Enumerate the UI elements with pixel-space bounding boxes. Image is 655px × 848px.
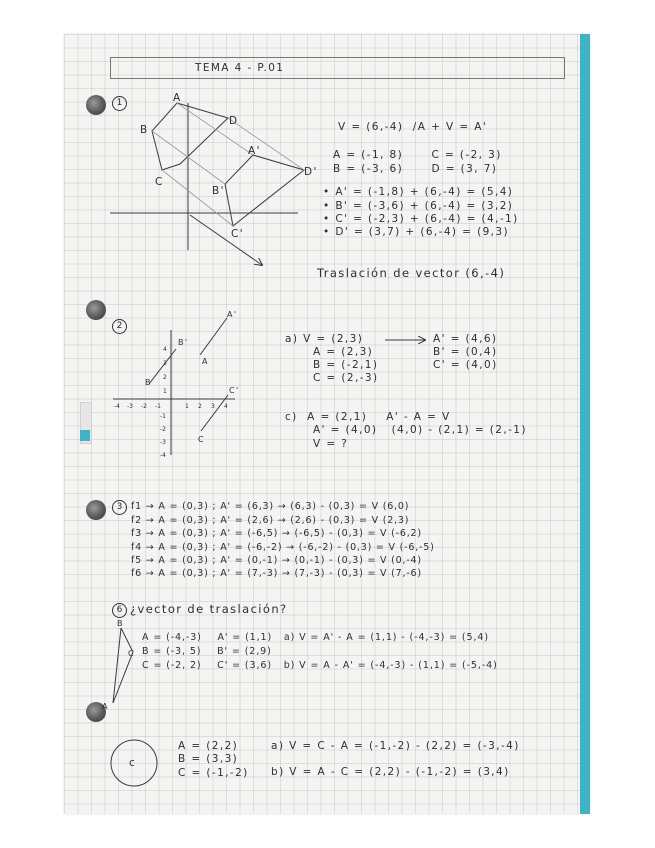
triangle (113, 628, 133, 703)
s7-line: B = (3,3) (178, 753, 239, 765)
s2-line: A' = (4,6) (433, 333, 498, 345)
graph-label-b-prime: B' (212, 185, 225, 197)
s1-line: • A' = (-1,8) + (6,-4) = (5,4) (323, 186, 514, 198)
s2-line: a) V = (2,3) (285, 333, 364, 345)
s7-line: b) V = A - C = (2,2) - (-1,-2) = (3,4) (271, 766, 510, 778)
exercise-number: 3 (112, 500, 127, 515)
s2-line: A = (2,3) (313, 346, 374, 358)
s1-caption: Traslación de vector (6,-4) (317, 266, 506, 280)
s1-line: A = (-1, 8) C = (-2, 3) (333, 149, 502, 161)
y-tick: -1 (160, 413, 166, 420)
s7-line: a) V = C - A = (-1,-2) - (2,2) = (-3,-4) (271, 740, 520, 752)
s6-line: B = (-3, 5) B' = (2,9) (142, 646, 272, 657)
graph-label-a-prime: A' (227, 310, 238, 319)
s7-line: A = (2,2) (178, 740, 239, 752)
graph-label-a: A (173, 92, 182, 104)
graph-label-a-prime: A' (248, 145, 261, 157)
x-tick: 1 (185, 403, 189, 410)
y-tick: -4 (160, 452, 166, 459)
graph-label-b: B (145, 378, 152, 387)
s2-line: V = ? (313, 438, 349, 450)
graph-label-d: D (229, 115, 239, 127)
y-tick: 3 (163, 360, 167, 367)
s3-line: f5 → A = (0,3) ; A' = (0,-1) → (0,-1) - (0,3) = V (0,-4) (131, 555, 422, 566)
y-tick: 4 (163, 346, 167, 353)
exercise-number: 1 (112, 96, 127, 111)
triangle-label-b: B (117, 619, 124, 628)
s1-line: • B' = (-3,6) + (6,-4) = (3,2) (323, 200, 514, 212)
s2-line: c) A = (2,1) A' - A = V (285, 411, 451, 423)
s2-line: B = (-2,1) (313, 359, 379, 371)
s2-line: A' = (4,0) (4,0) - (2,1) = (2,-1) (313, 424, 527, 436)
s3-line: f1 → A = (0,3) ; A' = (6,3) → (6,3) - (0,3) = V (6,0) (131, 501, 410, 512)
exercise-number: 6 (112, 603, 127, 618)
s2-line: B' = (0,4) (433, 346, 498, 358)
x-tick: 2 (198, 403, 202, 410)
graph-label-c: C (198, 435, 205, 444)
s1-line: B = (-3, 6) D = (3, 7) (333, 163, 498, 175)
s1-line: • D' = (3,7) + (6,-4) = (9,3) (323, 226, 509, 238)
graph-label-c: C (155, 176, 164, 188)
triangle-label-c: C (128, 649, 135, 658)
s7-line: C = (-1,-2) (178, 767, 249, 779)
graph-label-b-prime: B' (178, 338, 189, 347)
s3-line: f2 → A = (0,3) ; A' = (2,6) → (2,6) - (0,3) = V (2,3) (131, 515, 410, 526)
page-title: TEMA 4 - P.01 (195, 62, 285, 74)
x-tick: 3 (211, 403, 215, 410)
graph-label-d-prime: D' (304, 166, 318, 178)
s1-line: V = (6,-4) /A + V = A' (338, 121, 488, 133)
triangle-label-a: A (102, 702, 109, 711)
original-quadrilateral (152, 103, 228, 170)
s6-line: A = (-4,-3) A' = (1,1) a) V = A' - A = (1,1) - (-4,-3) = (5,4) (142, 632, 489, 643)
translated-quadrilateral (225, 155, 304, 226)
y-tick: -2 (160, 426, 166, 433)
s6-heading: ¿vector de traslación? (130, 602, 288, 616)
s3-line: f4 → A = (0,3) ; A' = (-6,-2) → (-6,-2) - (0,3) = V (-6,-5) (131, 542, 435, 553)
s3-line: f3 → A = (0,3) ; A' = (-6,5) → (-6,5) - (0,3) = V (-6,2) (131, 528, 422, 539)
s3-line: f6 → A = (0,3) ; A' = (7,-3) → (7,-3) - (0,3) = V (7,-6) (131, 568, 422, 579)
graph-label-a: A (202, 357, 209, 366)
y-tick: 2 (163, 374, 167, 381)
s2-line: C = (2,-3) (313, 372, 379, 384)
segment-a (200, 318, 227, 355)
s6-line: C = (-2, 2) C' = (3,6) b) V = A - A' = (-4,-3) - (1,1) = (-5,-4) (142, 660, 498, 671)
x-tick: -4 (114, 403, 120, 410)
graph-label-c-prime: C' (231, 228, 245, 240)
exercise-number: 2 (112, 319, 127, 334)
s1-line: • C' = (-2,3) + (6,-4) = (4,-1) (323, 213, 519, 225)
graph-label-b: B (140, 124, 149, 136)
circle-label: c (129, 757, 137, 769)
x-tick: 4 (224, 403, 228, 410)
translation-vector-arrow (190, 215, 262, 265)
y-tick: 1 (163, 388, 167, 395)
x-tick: -2 (141, 403, 147, 410)
x-tick: -1 (155, 403, 161, 410)
y-tick: -3 (160, 439, 166, 446)
graph-label-c-prime: C' (229, 386, 240, 395)
x-tick: -3 (127, 403, 133, 410)
s2-line: C' = (4,0) (433, 359, 498, 371)
